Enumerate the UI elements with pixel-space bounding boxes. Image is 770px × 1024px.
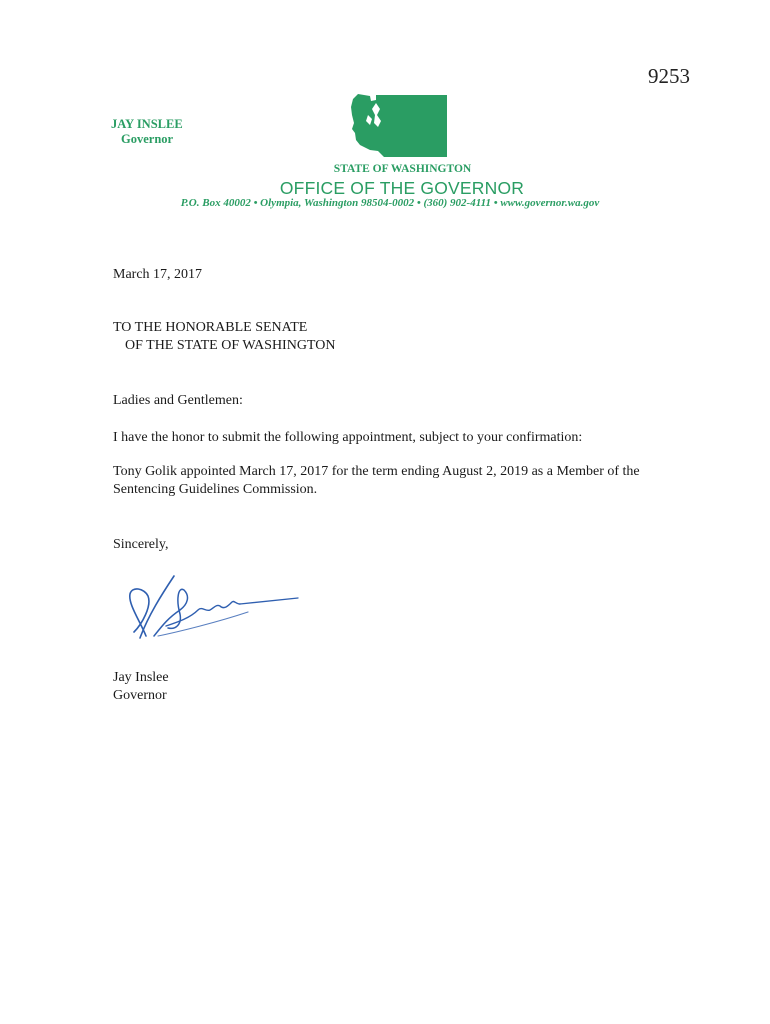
letter-recipient [113,319,335,355]
letter-salutation: Ladies and Gentlemen: [113,393,243,408]
signer-title: Governor [113,688,167,703]
letterhead-governor-title: Governor [121,132,174,146]
signer-name: Jay Inslee [113,670,169,685]
letterhead-governor-block [111,117,183,147]
letter-intro: I have the honor to submit the following appointment, subject to your confirmation: [113,430,583,445]
document-number: 9253 [648,64,690,88]
letterhead-state: STATE OF WASHINGTON [333,163,472,175]
letter-closing: Sincerely, [113,537,169,552]
letter-signer [113,669,169,705]
letterhead-office: OFFICE OF THE GOVERNOR [279,178,525,198]
recipient-line-1: TO THE HONORABLE SENATE [113,320,308,335]
letterhead-address: P.O. Box 40002 • Olympia, Washington 98504-0002 • (360) 902-4111 • www.governor.wa.gov [180,197,600,209]
letterhead-governor-name: JAY INSLEE [111,117,183,131]
letter-appointment: Tony Golik appointed March 17, 2017 for the term ending August 2, 2019 as a Member of the Sentencing Guidelines Commission. [113,464,640,497]
recipient-line-2: OF THE STATE OF WASHINGTON [125,338,336,353]
washington-state-seal-icon [350,93,448,157]
handwritten-signature [118,566,303,646]
letter-date: March 17, 2017 [113,267,203,282]
